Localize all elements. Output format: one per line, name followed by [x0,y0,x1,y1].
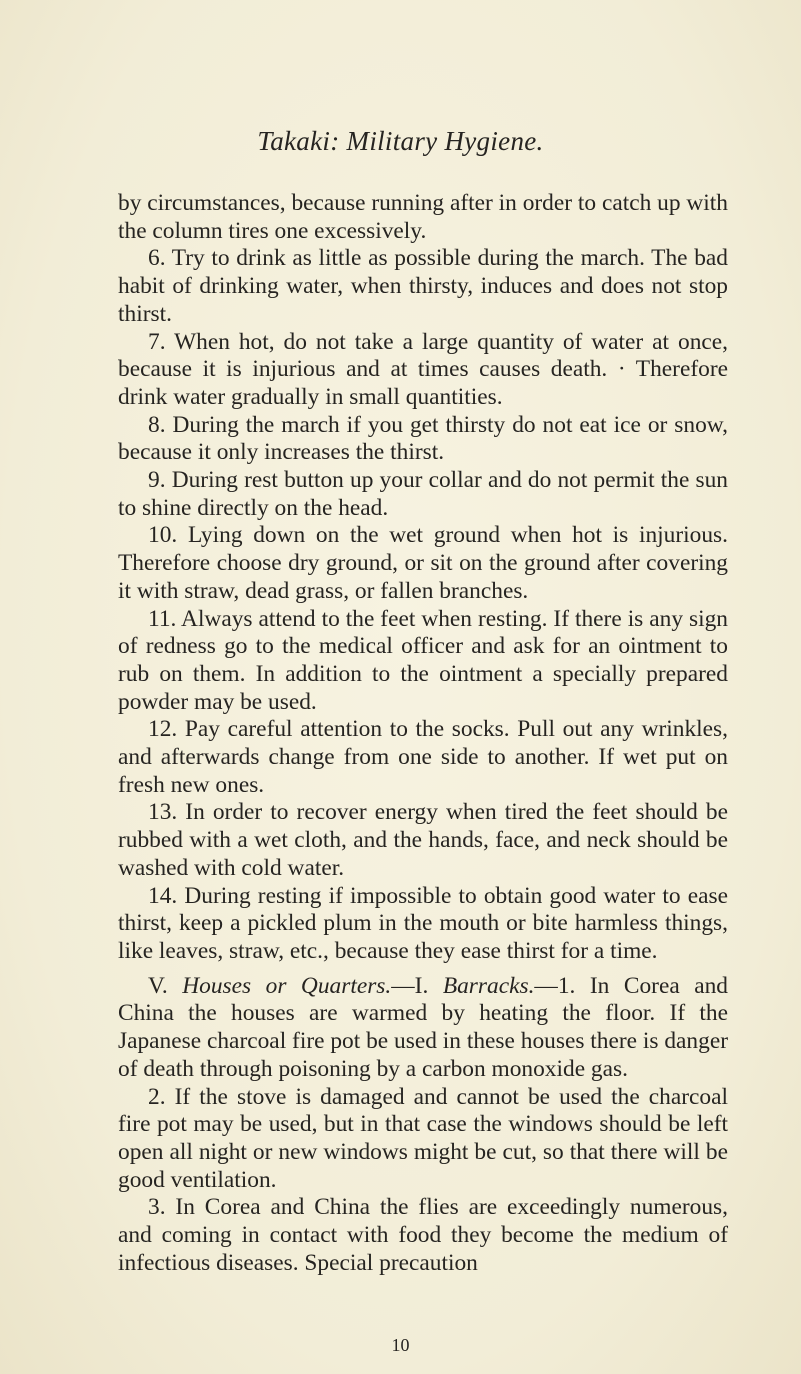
section-5-numeral: V. [148,972,168,999]
paragraph-s2: 2. If the stove is damaged and cannot be used the charcoal fire pot may be used, but in that case the windows should be left open all night or new windows might be cut, so that there will be good ventilation. [118,1083,728,1193]
section-5-paragraph [118,973,728,1084]
paragraph-8: 8. During the march if you get thirsty do not eat ice or snow, because it only increases the thirst. [118,411,728,466]
paragraph-14: 14. During resting if impossible to obtain good water to ease thirst, keep a pickled plum in the mouth or bite harmless things, like leaves, straw, etc., because they ease thirst for a time. [118,882,728,964]
section-5-text: —1. In Corea and China the houses are warmed by heating the floor. If the Japanese charcoal fire pot be used in these houses there is danger of death through poisoning by a carbon monoxide gas. [118,972,728,1082]
paragraph-11: 11. Always attend to the feet when resting. If there is any sign of redness go to the medical officer and ask for an ointment to rub on them. In addition to the ointment a specially prepared powder may be used. [118,605,728,715]
running-title: Takaki: Military Hygiene. [257,126,544,156]
section-5-heading: Houses or Quarters. [182,972,392,999]
section-5-dash: —I. [391,972,429,999]
paragraph-7: 7. When hot, do not take a large quantity of water at once, because it is injurious and at times causes death. · Therefore drink water gradually in small quantities. [118,328,728,410]
section-5-subheading: Barracks. [442,972,535,999]
paragraph-9: 9. During rest button up your collar and do not permit the sun to shine directly on the head. [118,467,728,521]
body-text [118,190,728,1277]
paragraph-6: 6. Try to drink as little as possible during the march. The bad habit of drinking water, when thirsty, induces and does not stop thirst. [118,245,728,327]
paragraph-10: 10. Lying down on the wet ground when hot is injurious. Therefore choose dry ground, or sit on the ground after covering it with straw, dead grass, or fallen branches. [118,522,728,604]
paragraph-12: 12. Pay careful attention to the socks. Pull out any wrinkles, and afterwards change from one side to another. If wet put on fresh new ones. [118,716,728,798]
paragraph-continuation: by circumstances, because running after in order to catch up with the column tires one excessively. [118,190,728,244]
paragraph-13: 13. In order to recover energy when tired the feet should be rubbed with a wet cloth, and the hands, face, and neck should be washed with cold water. [118,799,728,881]
page-number: 10 [391,1335,410,1355]
paragraph-s3: 3. In Corea and China the flies are exceedingly numerous, and coming in contact with food they become the medium of infectious diseases. Special precaution [118,1194,728,1276]
